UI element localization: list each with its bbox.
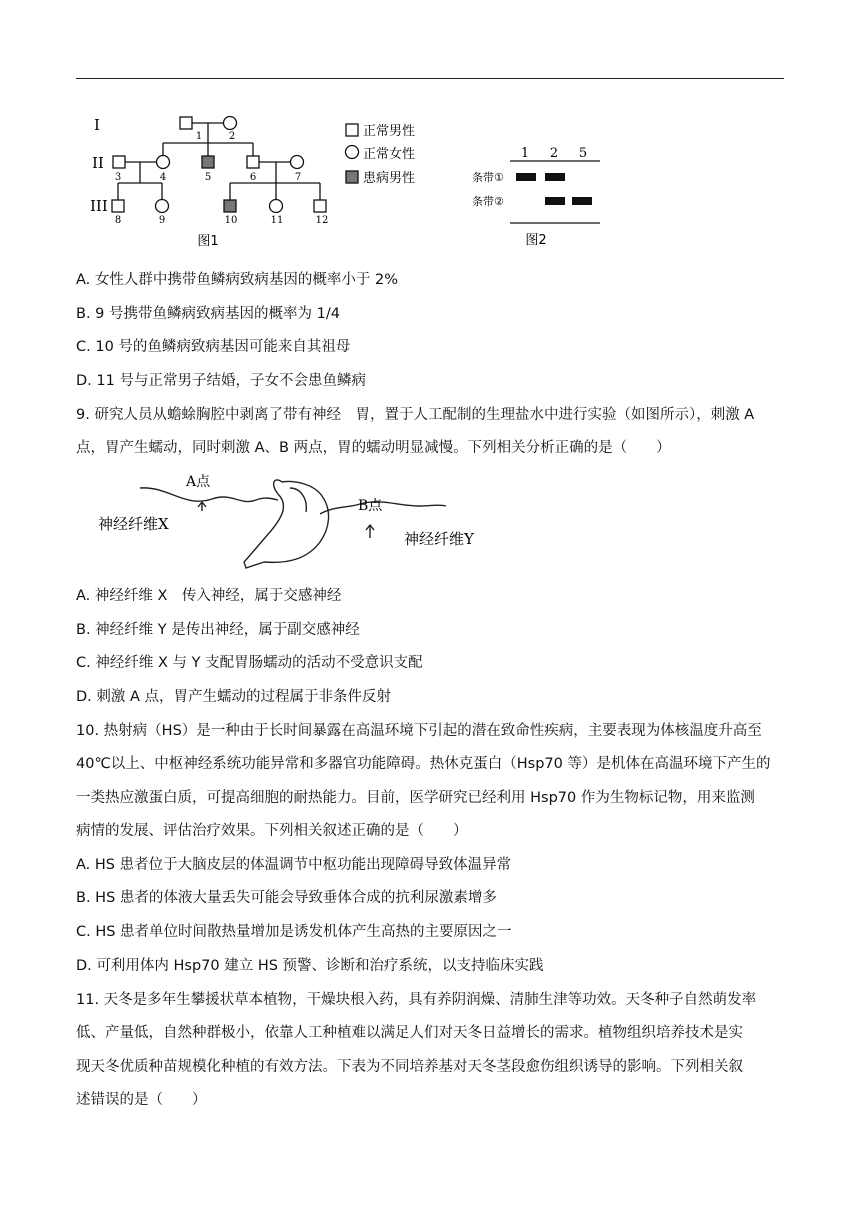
q9-option-c: C. 神经纤维 X 与 Y 支配胃肠蠕动的活动不受意识支配 xyxy=(76,655,423,671)
band-lane2-1 xyxy=(545,173,565,181)
lane-label-2: 2 xyxy=(549,146,559,161)
lane-label-1: 1 xyxy=(520,146,530,161)
lane-label-5: 5 xyxy=(578,146,588,161)
node-number-7: 7 xyxy=(294,172,302,183)
node-number-8: 8 xyxy=(114,215,122,226)
q9-option-d: D. 刺激 A 点，胃产生蠕动的过程属于非条件反射 xyxy=(76,689,392,705)
legend-affected-male: 患病男性 xyxy=(363,171,416,186)
band-label-1: 条带① xyxy=(472,171,504,184)
node-number-11: 11 xyxy=(270,215,284,226)
point-a-label: A点 xyxy=(186,474,211,490)
band-lane2-2 xyxy=(545,197,565,205)
nerve-stomach-figure xyxy=(94,466,514,576)
band-lane5-2 xyxy=(572,197,592,205)
node-number-9: 9 xyxy=(158,215,166,226)
figure2-caption: 图2 xyxy=(525,233,547,248)
q10-stem-line-4: 病情的发展、评估治疗效果。下列相关叙述正确的是（ ） xyxy=(76,823,468,839)
electrophoresis-figure xyxy=(466,140,616,250)
q8-option-a: A. 女性人群中携带鱼鳞病致病基因的概率小于 2% xyxy=(76,272,398,288)
node-number-10: 10 xyxy=(224,215,238,226)
gen-label-3: III xyxy=(90,197,108,215)
node-number-6: 6 xyxy=(249,172,257,183)
fiber-y-label: 神经纤维Y xyxy=(404,530,474,548)
q10-stem-line-2: 40℃以上、中枢神经系统功能异常和多器官功能障碍。热休克蛋白（Hsp70 等）是机体在高温环境下产生的 xyxy=(76,756,771,772)
q9-stem-line-1: 9. 研究人员从蟾蜍胸腔中剥离了带有神经 胃，置于人工配制的生理盐水中进行实验（如图所示），刺激 A xyxy=(76,407,755,423)
q8-option-b: B. 9 号携带鱼鳞病致病基因的概率为 1/4 xyxy=(76,306,340,322)
q9-stem-line-2: 点，胃产生蠕动，同时刺激 A、B 两点，胃的蠕动明显减慢。下列相关分析正确的是（ ） xyxy=(76,440,671,456)
q10-option-c: C. HS 患者单位时间散热量增加是诱发机体产生高热的主要原因之一 xyxy=(76,924,512,940)
node-number-4: 4 xyxy=(159,172,167,183)
q10-stem-line-1: 10. 热射病（HS）是一种由于长时间暴露在高温环境下引起的潜在致命性疾病，主要表现为体核温度升高至 xyxy=(76,723,762,739)
q10-stem-line-3: 一类热应激蛋白质，可提高细胞的耐热能力。目前，医学研究已经利用 Hsp70 作为生物标记物，用来监测 xyxy=(76,790,755,806)
fiber-x-label: 神经纤维X xyxy=(98,515,169,533)
node-number-12: 12 xyxy=(315,215,329,226)
q11-stem-line-2: 低、产量低，自然种群极小，依靠人工种植难以满足人们对天冬日益增长的需求。植物组织培养技术是实 xyxy=(76,1025,743,1041)
pedigree-figure xyxy=(80,108,440,250)
node-number-1: 1 xyxy=(195,131,203,142)
q9-option-a: A. 神经纤维 X 传入神经，属于交感神经 xyxy=(76,588,342,604)
q10-option-b: B. HS 患者的体液大量丢失可能会导致垂体合成的抗利尿激素增多 xyxy=(76,890,497,906)
node-number-5: 5 xyxy=(204,172,212,183)
band-label-2: 条带② xyxy=(472,195,504,208)
q10-option-d: D. 可利用体内 Hsp70 建立 HS 预警、诊断和治疗系统，以支持临床实践 xyxy=(76,958,544,974)
q10-option-a: A. HS 患者位于大脑皮层的体温调节中枢功能出现障碍导致体温异常 xyxy=(76,857,512,873)
legend-normal-female: 正常女性 xyxy=(363,147,416,162)
figure1-caption: 图1 xyxy=(197,234,219,249)
q8-option-c: C. 10 号的鱼鳞病致病基因可能来自其祖母 xyxy=(76,339,351,355)
q11-stem-line-3: 现天冬优质种苗规模化种植的有效方法。下表为不同培养基对天冬茎段愈伤组织诱导的影响。下列相关叙 xyxy=(76,1059,743,1075)
header-rule xyxy=(76,78,784,79)
gen-label-2: II xyxy=(92,154,104,172)
q11-stem-line-4: 述错误的是（ ） xyxy=(76,1092,207,1108)
q9-option-b: B. 神经纤维 Y 是传出神经，属于副交感神经 xyxy=(76,622,360,638)
band-lane1-1 xyxy=(516,173,536,181)
node-number-3: 3 xyxy=(114,172,122,183)
q11-stem-line-1: 11. 天冬是多年生攀援状草本植物，干燥块根入药，具有养阴润燥、清肺生津等功效。天冬种子自然萌发率 xyxy=(76,992,757,1008)
point-b-label: B点 xyxy=(358,498,383,514)
gen-label-1: I xyxy=(94,116,100,134)
q8-option-d: D. 11 号与正常男子结婚，子女不会患鱼鳞病 xyxy=(76,373,366,389)
node-number-2: 2 xyxy=(228,131,236,142)
legend-normal-male: 正常男性 xyxy=(363,124,416,139)
